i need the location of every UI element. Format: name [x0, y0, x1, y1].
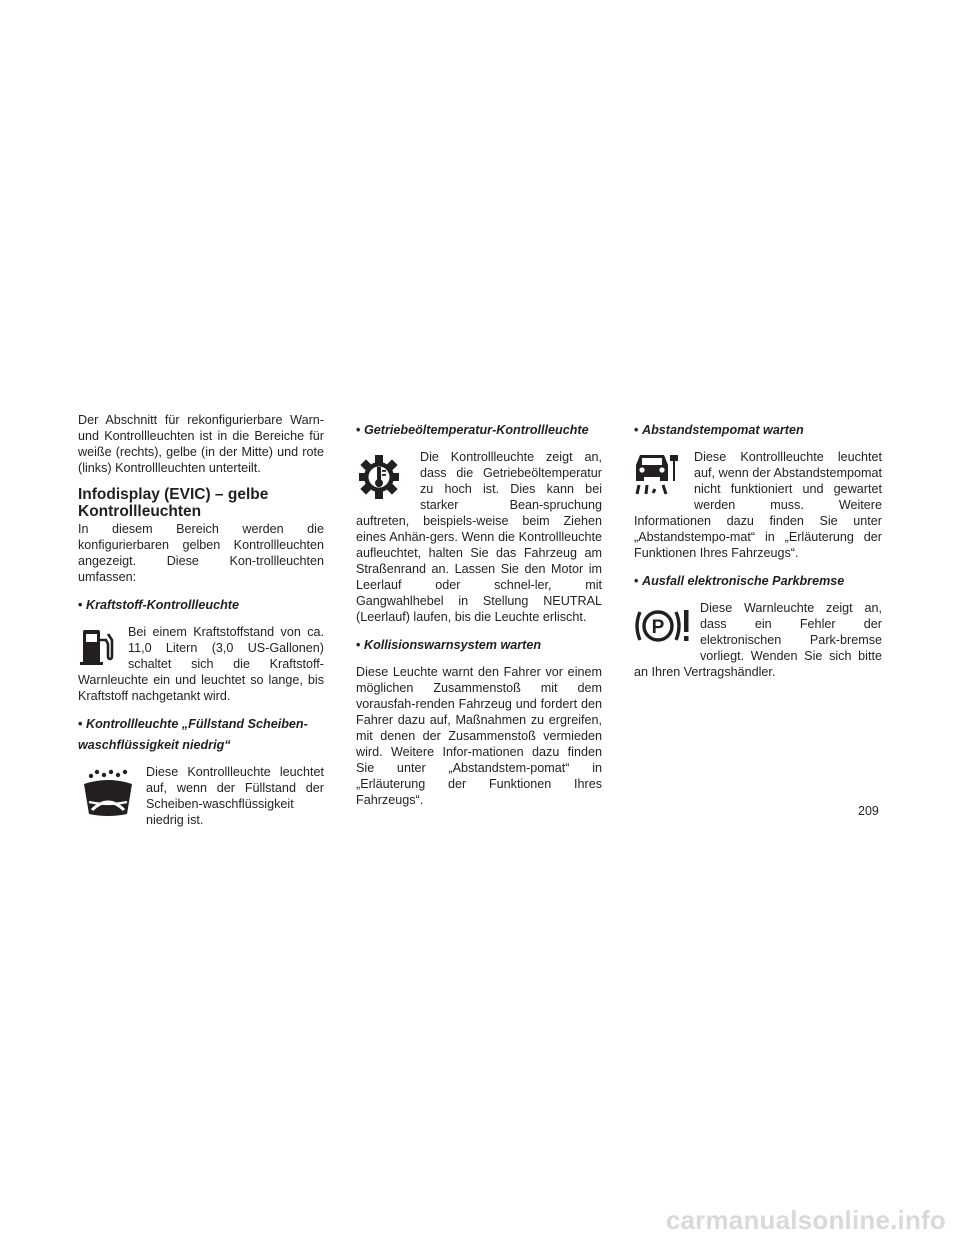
item-title-fuel: • Kraftstoff-Kontrollleuchte — [78, 595, 324, 616]
item-title-transmission: • Getriebeöltemperatur-Kontrollleuchte — [356, 423, 589, 437]
column-1 — [78, 412, 324, 828]
item-title-adaptive-cruise: • Abstandstempomat warten — [634, 423, 804, 437]
section-heading-line1: Infodisplay (EVIC) – gelbe — [78, 486, 269, 503]
svg-text:P: P — [651, 617, 665, 638]
item-washer — [78, 764, 324, 828]
item-text-parking-brake: Diese Warnleuchte zeigt an, dass ein Fehler der elektronischen Park-bremse vorliegt. Wenden Sie sich bitte an Ihren Vertragshändler. — [634, 601, 882, 679]
item-transmission — [356, 449, 602, 625]
column-3 — [634, 420, 882, 680]
item-title-collision: • Kollisionswarnsystem warten — [356, 638, 542, 652]
item-text-fuel: Bei einem Kraftstoffstand von ca. 11,0 Litern (3,0 US-Gallonen) schaltet sich die Kraftstoff-Warnleuchte ein und leuchtet so lange, bis Kraftstoff nachgetankt wird. — [78, 625, 324, 703]
bullet-dot: • — [78, 598, 83, 612]
item-adaptive-cruise — [634, 449, 882, 561]
fuel-pump-icon — [78, 626, 118, 668]
section-intro: In diesem Bereich werden die konfigurierbaren gelben Kontrollleuchten angezeigt. Diese Kon-trollleuchten umfassen: — [78, 522, 324, 584]
item-parking-brake — [634, 600, 882, 680]
washer-fluid-icon — [78, 766, 136, 822]
item-text-collision: Diese Leuchte warnt den Fahrer vor einem möglichen Zusammenstoß mit dem vorausfah-renden Fahrzeug und fordert den Fahrer dazu auf, Maßnahmen zu ergreifen, mit denen der Zusammenstoß vermieden wird. Weitere Infor-mationen dazu finden Sie unter „Abstandstem-pomat“ in „Erläuterung der Funktionen Ihres Fahrzeugs“. — [356, 665, 602, 807]
item-text-washer: Diese Kontrollleuchte leuchtet auf, wenn der Füllstand der Scheiben-waschflüssigkeit niedrig ist. — [146, 765, 324, 827]
item-title-washer: • Kontrollleuchte „Füllstand Scheiben- waschflüssigkeit niedrig“ — [78, 717, 308, 752]
transmission-temperature-icon — [356, 451, 402, 503]
parking-brake-fault-icon — [634, 602, 690, 652]
item-title-parking-brake: • Ausfall elektronische Parkbremse — [634, 574, 845, 588]
item-fuel — [78, 624, 324, 704]
column-2 — [356, 420, 602, 808]
section-heading — [78, 486, 324, 520]
page-number: 209 — [858, 804, 879, 818]
intro-paragraph: Der Abschnitt für rekonfigurierbare Warn- und Kontrollleuchten ist in die Bereiche für weiße (rechts), gelbe (in der Mitte) und rote (links) Kontrollleuchten unterteilt. — [78, 413, 324, 475]
item-text-adaptive-cruise: Diese Kontrollleuchte leuchtet auf, wenn der Abstandstempomat nicht funktioniert und gewartet werden muss. Weitere Informationen dazu finden Sie unter „Abstandstempo-mat“ in „Erläuterung der Funktionen Ihres Fahrzeugs“. — [634, 450, 882, 560]
watermark: carmanualsonline.info — [665, 1205, 946, 1235]
adaptive-cruise-service-icon — [634, 451, 680, 497]
section-heading-line2: Kontrollleuchten — [78, 503, 202, 520]
item-text-transmission: Die Kontrollleuchte zeigt an, dass die Getriebeöltemperatur zu hoch ist. Dies kann bei starker Bean-spruchung auftreten, beispiels-weise beim Ziehen eines Anhän-gers. Wenn die Kontrollleuchte aufleuchtet, halten Sie das Fahrzeug am Straßenrand an. Lassen Sie den Motor im Leerlauf oder schnel-ler, mit Gangwahlhebel in Stellung NEUTRAL (Leerlauf) laufen, bis die Leuchte erlischt. — [356, 450, 602, 624]
